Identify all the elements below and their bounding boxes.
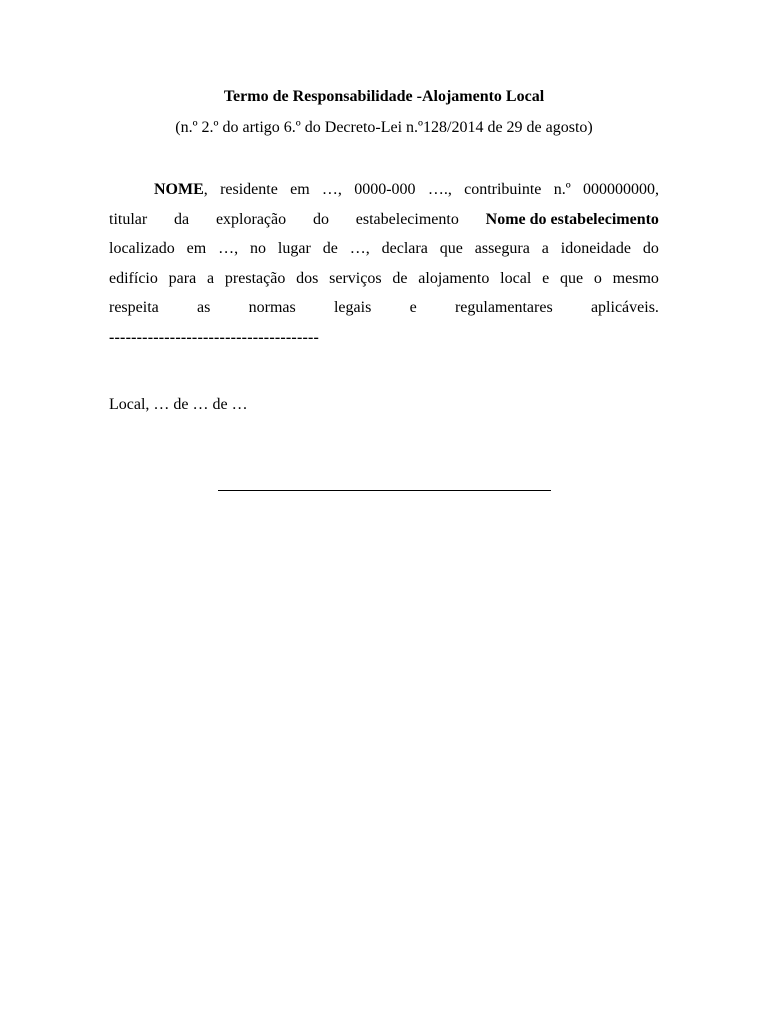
- tax-number: 000000000,: [582, 181, 659, 198]
- word: da: [174, 210, 190, 228]
- word: estabelecimento: [355, 210, 459, 228]
- word: ….,: [427, 181, 452, 198]
- word: contribuinte: [464, 181, 542, 198]
- word: assegura: [474, 240, 530, 257]
- document-subtitle: (n.º 2.º do artigo 6.º do Decreto-Lei n.º128/2014 de 29 de agosto): [175, 119, 593, 136]
- dash-filler-line: --------------------------------------: [109, 328, 320, 346]
- word: do: [312, 210, 329, 228]
- word: serviços: [329, 269, 382, 287]
- paragraph-line-4: [109, 264, 659, 294]
- establishment-name: Nome do estabelecimento: [485, 210, 659, 228]
- document-title: Termo de Responsabilidade -Alojamento Local: [223, 88, 545, 105]
- word: respeita: [109, 299, 159, 316]
- word: legais: [333, 299, 372, 316]
- word: a: [207, 269, 215, 287]
- paragraph-line-3: [109, 234, 659, 264]
- word: edifício: [109, 269, 158, 287]
- word: exploração: [215, 210, 287, 228]
- word: que: [439, 240, 463, 257]
- word: titular: [109, 210, 148, 228]
- word: normas: [248, 299, 296, 316]
- word: o: [593, 269, 602, 287]
- word: …,: [321, 181, 342, 198]
- word: prestação: [224, 269, 286, 287]
- paragraph-line-1: [109, 175, 659, 205]
- word: alojamento: [418, 269, 490, 287]
- word: lugar: [277, 240, 311, 257]
- word: residente: [220, 181, 278, 198]
- comma: ,: [203, 181, 208, 198]
- word: em: [186, 240, 207, 257]
- word: [154, 175, 208, 205]
- word: e: [542, 269, 550, 287]
- word: idoneidade: [560, 240, 631, 257]
- word: as: [197, 299, 211, 316]
- word: localizado: [109, 240, 175, 257]
- signature-line: [218, 490, 551, 491]
- owner-name: NOME: [154, 181, 204, 198]
- word: …,: [218, 240, 239, 257]
- word: n.º: [553, 181, 571, 198]
- declaration-paragraph: [109, 175, 659, 352]
- word: para: [168, 269, 197, 287]
- word: no: [250, 240, 267, 257]
- paragraph-line-5: [109, 293, 659, 323]
- word: …,: [349, 240, 370, 257]
- postal-code: 0000-000: [354, 181, 416, 198]
- word: a: [541, 240, 549, 257]
- word: declara: [381, 240, 428, 257]
- word: em: [290, 181, 310, 198]
- word: do: [642, 240, 659, 257]
- word: aplicáveis.: [590, 299, 659, 316]
- word: de: [322, 240, 338, 257]
- word: dos: [296, 269, 319, 287]
- place-and-date: Local, … de … de …: [109, 396, 248, 413]
- word: de: [392, 269, 408, 287]
- word: e: [409, 299, 417, 316]
- word: regulamentares: [454, 299, 553, 316]
- word: mesmo: [612, 269, 659, 287]
- word: local: [500, 269, 532, 287]
- word: que: [559, 269, 584, 287]
- paragraph-line-2: [109, 205, 659, 235]
